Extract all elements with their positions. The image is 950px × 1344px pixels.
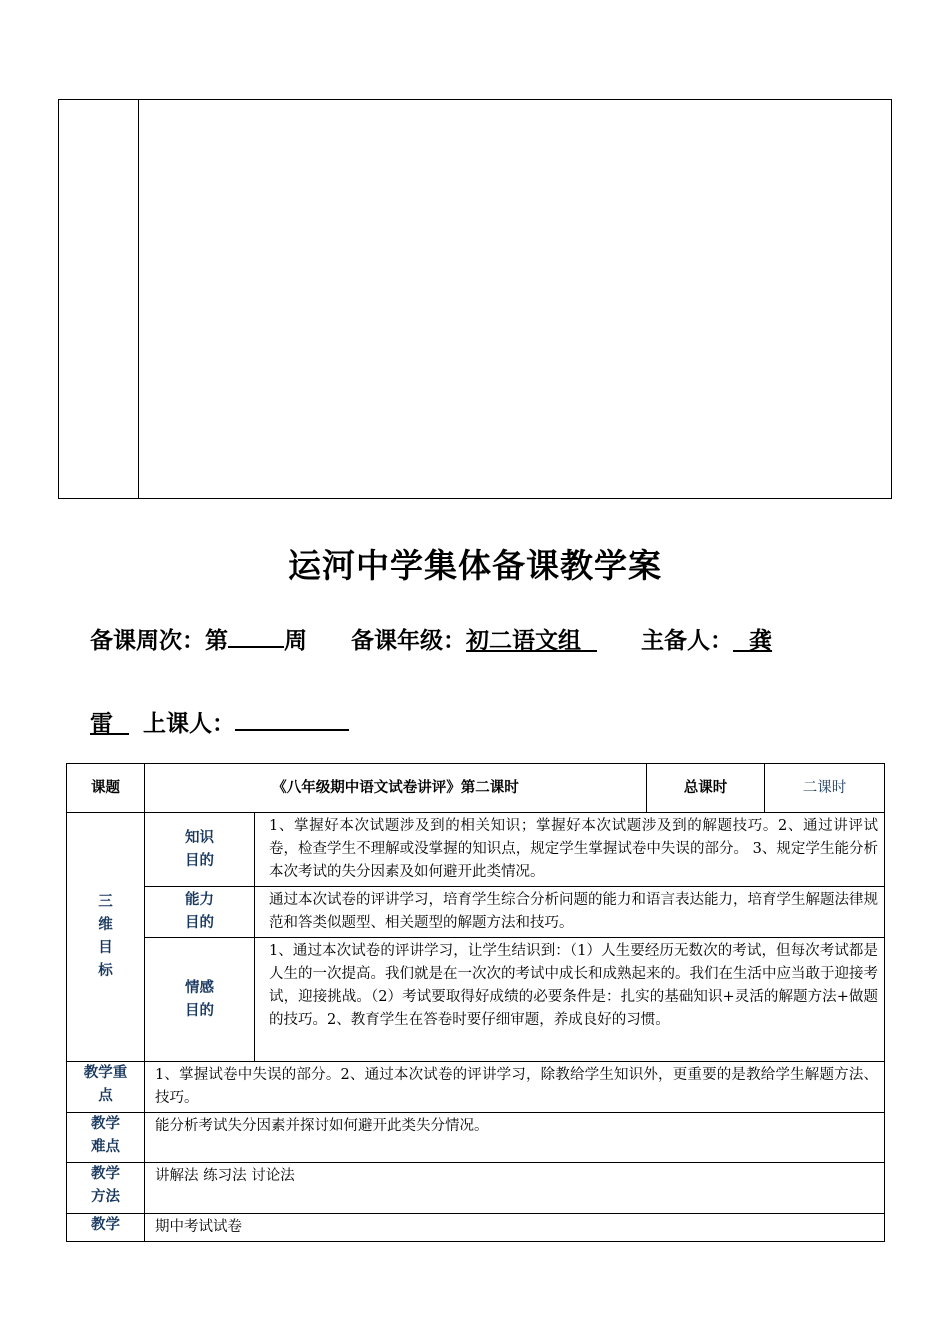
- previous-table-divider: [138, 100, 139, 498]
- grade-label: 备课年级：: [351, 628, 466, 654]
- ability-text: 通过本次试卷的评讲学习，培育学生综合分析问题的能力和语言表达能力，培育学生解题法律规范和答类似题型、相关题型的解题方法和技巧。: [255, 887, 885, 938]
- topic-value: 《八年级期中语文试卷讲评》第二课时: [145, 764, 647, 813]
- week-blank[interactable]: [228, 624, 284, 648]
- topic-row: [67, 764, 885, 813]
- three-dimension-goals-label: 三 维 目 标: [67, 813, 145, 1062]
- key-points-text: 1、掌握试卷中失误的部分。2、通过本次试卷的评讲学习，除教给学生知识外，更重要的是教给学生解题方法、技巧。: [145, 1062, 885, 1113]
- difficulty-text: 能分析考试失分因素并探讨如何避开此类失分情况。: [145, 1113, 885, 1163]
- week-suffix: 周: [284, 628, 307, 654]
- ability-label: 能力 目的: [145, 887, 255, 938]
- preparer-value-2: 雷: [90, 711, 113, 737]
- emotion-label: 情感 目的: [145, 938, 255, 1062]
- emotion-text: 1、通过本次试卷的评讲学习，让学生结识到：（1）人生要经历无数次的考试，但每次考试都是人生的一次提高。我们就是在一次次的考试中成长和成熟起来的。我们在生活中应当敢于迎接考试，迎接挑战。（2）考试要取得好成绩的必要条件是：扎实的基础知识+灵活的解题方法+做题的技巧。2、教育学生在答卷时要仔细审题，养成良好的习惯。: [255, 938, 885, 1062]
- teacher-label: 上课人：: [143, 711, 236, 737]
- knowledge-label: 知识 目的: [145, 813, 255, 887]
- meta-line-2: [90, 705, 349, 738]
- knowledge-text: 1、掌握好本次试题涉及到的相关知识；掌握好本次试题涉及到的解题技巧。2、通过讲评试卷，检查学生不理解或没掌握的知识点，规定学生掌握试卷中失误的部分。 3、规定学生能分析本次考试的失分因素及如何避开此类情况。: [255, 813, 885, 887]
- knowledge-row: [67, 813, 885, 887]
- difficulty-label: 教学 难点: [67, 1113, 145, 1163]
- key-points-label: 教学重 点: [67, 1062, 145, 1113]
- ability-row: [67, 887, 885, 938]
- materials-label: 教学: [67, 1214, 145, 1242]
- page-title: 运河中学集体备课教学案: [288, 546, 662, 585]
- preparer-value-1: 龚: [749, 628, 773, 654]
- week-prefix: 备课周次：第: [90, 628, 228, 654]
- materials-text: 期中考试试卷: [145, 1214, 885, 1242]
- total-hours-label: 总课时: [647, 764, 765, 813]
- materials-row: [67, 1214, 885, 1242]
- method-text: 讲解法 练习法 讨论法: [145, 1163, 885, 1214]
- difficulty-row: [67, 1113, 885, 1163]
- total-hours-value: 二课时: [765, 764, 885, 813]
- meta-line-1: [90, 622, 772, 655]
- key-points-row: [67, 1062, 885, 1113]
- emotion-row: [67, 938, 885, 1062]
- method-label: 教学 方法: [67, 1163, 145, 1214]
- method-row: [67, 1163, 885, 1214]
- preparer-label: 主备人：: [641, 628, 734, 654]
- lesson-plan-table: [66, 763, 885, 1242]
- grade-value: 初二语文组: [466, 628, 581, 654]
- topic-label: 课题: [67, 764, 145, 813]
- teacher-blank[interactable]: [235, 707, 349, 731]
- previous-table-frame: [58, 99, 892, 499]
